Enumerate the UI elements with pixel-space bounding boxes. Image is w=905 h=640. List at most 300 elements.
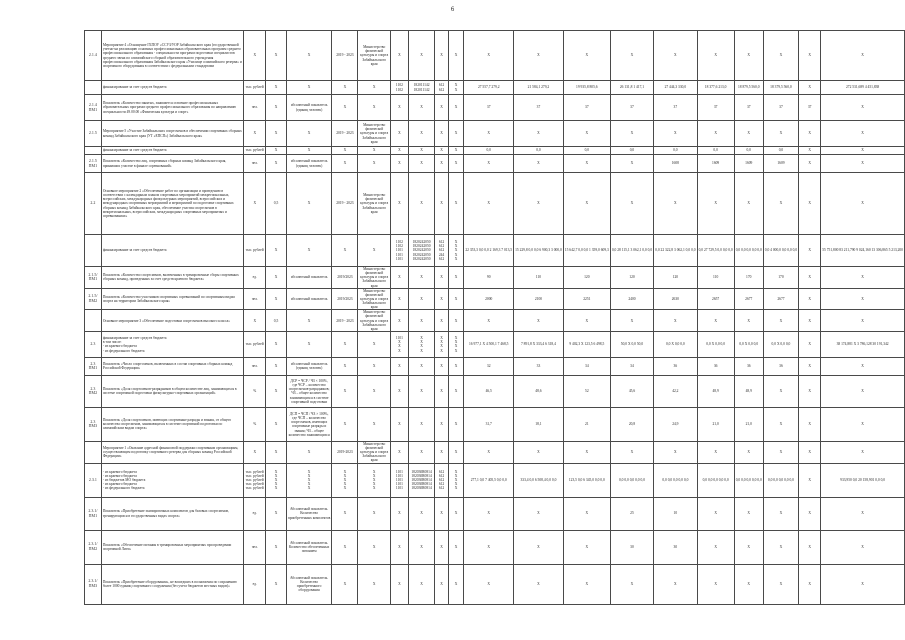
cell-r: X — [408, 155, 434, 173]
cell-unit: тыс. рублей — [244, 147, 266, 155]
cell-unit: ед. — [244, 497, 266, 530]
cell-year-value: X — [799, 497, 821, 530]
cell-year-value: X — [734, 310, 763, 332]
cell-year-value: 9 402,3 X 123,5 6 498,5 — [563, 331, 610, 357]
cell-r: X — [408, 530, 434, 564]
cell-year-value: X — [563, 155, 610, 173]
cell-year-value: 0,0 — [563, 147, 610, 155]
cell-year-value: X — [464, 155, 514, 173]
cell-year-value: X — [821, 310, 905, 332]
cell-name: Мероприятие 5 «Участие Забайкальских спортсменов в обеспечении спортивных сборных команд Забайкальского края (УТ «ЕПСП») Забайкальского края» — [101, 121, 243, 147]
cell-c2: X — [286, 121, 332, 147]
cell-year-value: 26 131,8 1 417,1 — [610, 81, 653, 95]
cell-c2: ДСР = ЧСР / ЧЗ × 100%, где ЧСР – количество спортсменов-разрядников; ЧЗ – общее количество занимающихся в системе спортивной подготовки — [286, 375, 332, 407]
cell-year-value: X — [821, 31, 905, 81]
cell-year-value: 0,0 X 0,0 0,0 — [734, 331, 763, 357]
table-row — [85, 407, 905, 441]
table-row — [85, 441, 905, 463]
cell-code: 2.1.5/ПМ1 — [85, 267, 102, 289]
cell-year-value: 50,0 X 0,0 50,0 — [610, 331, 653, 357]
cell-year-value: X — [821, 375, 905, 407]
cell-year-value: X — [763, 441, 798, 463]
cell-c1: X — [266, 375, 287, 407]
cell-resp: X — [358, 375, 391, 407]
cell-period: X — [332, 235, 358, 267]
cell-year-value: X — [799, 463, 821, 497]
cell-year-value: 1608 — [654, 155, 697, 173]
cell-v: X — [448, 357, 464, 375]
cell-c: X — [435, 407, 449, 441]
table-row — [85, 155, 905, 173]
cell-c2: абсолютный показатель (единиц человек) — [286, 95, 332, 121]
cell-year-value: X — [697, 564, 734, 604]
cell-year-value: X — [799, 288, 821, 310]
cell-c: X — [435, 121, 449, 147]
cell-year-value: X — [799, 173, 821, 235]
table-row — [85, 357, 905, 375]
cell-year-value: 42,2 — [654, 375, 697, 407]
cell-c: X — [435, 155, 449, 173]
cell-year-value: X — [799, 441, 821, 463]
cell-resp: X — [358, 81, 391, 95]
cell-period: 2019/2023 — [332, 288, 358, 310]
cell-r: X — [408, 31, 434, 81]
cell-g: X — [390, 407, 408, 441]
cell-year-value: 52 — [563, 375, 610, 407]
cell-year-value: X — [514, 564, 564, 604]
cell-v: X — [448, 288, 464, 310]
cell-c1: X — [266, 155, 287, 173]
cell-year-value: 170 — [763, 267, 798, 289]
cell-c: X — [435, 441, 449, 463]
cell-unit: X — [244, 441, 266, 463]
cell-v: X X — [448, 81, 464, 95]
cell-year-value: 333,4 0,0 6 508,4 0,0 0,0 — [514, 463, 564, 497]
cell-v: X — [448, 267, 464, 289]
table-row — [85, 497, 905, 530]
cell-year-value: 37 — [763, 95, 798, 121]
cell-resp: X — [358, 497, 391, 530]
cell-name: Мероприятие 1 «Оказание адресной финансовой поддержки спортивным организациям, осуществляющим подготовку спортивного резерва для сборных команд Российской Федерации» — [101, 441, 243, 463]
cell-year-value: 19 935,8 805,6 — [563, 81, 610, 95]
cell-year-value: 272 531,689 4 451,838 — [821, 81, 905, 95]
cell-r: X — [408, 310, 434, 332]
cell-period: X — [332, 331, 358, 357]
cell-v: X — [448, 121, 464, 147]
table-row — [85, 331, 905, 357]
cell-c: X — [435, 564, 449, 604]
cell-c: X — [435, 375, 449, 407]
cell-year-value: 30 — [610, 530, 653, 564]
cell-year-value: X — [799, 31, 821, 81]
cell-c2: Абсолютный показатель. Количество обеспеченных питанием — [286, 530, 332, 564]
cell-year-value: X — [734, 31, 763, 81]
cell-c: X — [435, 95, 449, 121]
cell-year-value: X — [799, 357, 821, 375]
cell-g: 1102 1102 — [390, 81, 408, 95]
cell-year-value: X — [799, 331, 821, 357]
cell-year-value: 0,0 — [734, 147, 763, 155]
cell-year-value: 2630 — [654, 288, 697, 310]
cell-period: X — [332, 497, 358, 530]
cell-code — [85, 147, 102, 155]
cell-c1: X — [266, 235, 287, 267]
cell-year-value: 2100 — [514, 288, 564, 310]
cell-c1: X — [266, 267, 287, 289]
cell-year-value: X — [799, 267, 821, 289]
cell-year-value: X — [654, 31, 697, 81]
cell-year-value: X — [697, 173, 734, 235]
cell-g: X — [390, 267, 408, 289]
cell-name: Показатель «Обеспечение питания в тренировочных мероприятиях при проведении спортивной Лиги» — [101, 530, 243, 564]
cell-c: 612 612 612 244 612 — [435, 235, 449, 267]
cell-year-value: 2400 — [610, 288, 653, 310]
cell-year-value: X — [610, 155, 653, 173]
cell-year-value: 18 377,6 213,0 — [697, 81, 734, 95]
cell-year-value: X — [821, 357, 905, 375]
cell-unit: чел. — [244, 357, 266, 375]
cell-year-value: X — [610, 121, 653, 147]
cell-period: 2019 - 2023 — [332, 121, 358, 147]
cell-year-value: 110 — [697, 267, 734, 289]
table-row — [85, 375, 905, 407]
cell-year-value: 32 — [464, 357, 514, 375]
cell-resp: Министерство физической культуры и спорта Забайкальского края — [358, 121, 391, 147]
cell-r: X — [408, 441, 434, 463]
cell-year-value: 48,6 — [514, 375, 564, 407]
cell-c: X — [435, 497, 449, 530]
cell-resp: X — [358, 147, 391, 155]
cell-g: X — [390, 441, 408, 463]
cell-c1: X — [266, 95, 287, 121]
cell-g: X — [390, 497, 408, 530]
cell-year-value: X — [763, 121, 798, 147]
cell-r: 182030R0814 182030R0814 182030R0814 182030R0814 182030R0814 — [408, 463, 434, 497]
cell-year-value: X — [697, 310, 734, 332]
cell-period: X — [332, 407, 358, 441]
cell-resp: X X X X X — [358, 463, 391, 497]
cell-period: X — [332, 81, 358, 95]
cell-c1: X X X X X — [266, 463, 287, 497]
cell-year-value: 31,7 — [464, 407, 514, 441]
cell-year-value: X — [821, 530, 905, 564]
table-row — [85, 267, 905, 289]
cell-name: Показатель «Количество занятых, занимается освоение профессиональных образовательных программ среднего профессионального образования по направлению специальности 49.00.00 «Физическая культура и спорт» — [101, 95, 243, 121]
cell-year-value: 0,0 0,0 0,0 0,0 0,0 — [697, 463, 734, 497]
cell-period: X X X X X — [332, 463, 358, 497]
cell-c2: абсолютный показатель (единиц человек) — [286, 357, 332, 375]
cell-code: 2.3 ПМ2 — [85, 375, 102, 407]
cell-r: 1820242050 1820242050 1820242050 1820242050 1820242050 — [408, 235, 434, 267]
cell-year-value: X — [610, 31, 653, 81]
cell-year-value: X — [514, 121, 564, 147]
cell-year-value: X — [821, 155, 905, 173]
cell-year-value: X — [799, 121, 821, 147]
cell-g: X — [390, 530, 408, 564]
cell-c: X — [435, 288, 449, 310]
table-row — [85, 235, 905, 267]
cell-year-value: 36 — [763, 357, 798, 375]
cell-year-value: 18 879,5 560,0 — [734, 81, 763, 95]
cell-year-value: 0,0 — [697, 147, 734, 155]
cell-name: Мероприятие 4 «Оснащение ГБПОУ «ССУЗ/УОР Забайкальского края (государственной учетно-на реализацию основных профессиональных образовательных программ среднего профессионального образования - специальности программ подготовки специалистов среднего звена по олимпийского сборной образовательного учреждения профессионального образования Забайкальского края «Училище олимпийского резерва» и спортивного оборудования в соответствии с федеральными стандартами — [101, 31, 243, 81]
cell-year-value: 0,0 — [464, 147, 514, 155]
program-table — [84, 30, 905, 605]
cell-year-value: X — [654, 310, 697, 332]
cell-name: финансирование за счет средств бюджета — [101, 81, 243, 95]
cell-year-value: X — [654, 564, 697, 604]
table-row — [85, 530, 905, 564]
cell-name: Основное мероприятие 2 «Обеспечение работ по организации и проведению в соответствии с календарным планом спортивных мероприятий межрегиональных, всероссийских, международных физкультурных мероприятий, всероссийских и международных спортивных мероприятий и мероприятий по подготовке спортивных сборных команд Забайкальского края, обеспечение участия спортсменов в межрегиональных, всероссийских, международных спортивных мероприятиях и соревнованиях» — [101, 173, 243, 235]
cell-year-value: X — [610, 310, 653, 332]
cell-year-value: 18,1 — [514, 407, 564, 441]
cell-year-value: 45,6 — [610, 375, 653, 407]
cell-r: X X X X — [408, 331, 434, 357]
table-row — [85, 147, 905, 155]
cell-period: X — [332, 357, 358, 375]
cell-year-value: X — [734, 530, 763, 564]
cell-year-value: 36 — [697, 357, 734, 375]
cell-year-value: 37 — [799, 95, 821, 121]
cell-c2: X — [286, 81, 332, 95]
cell-v: X — [448, 375, 464, 407]
cell-c2: ДСП = ЧСП / ЧЗ × 100%, где ЧСП – количество спортсменов, имеющих спортивные разряды и звания; ЧЗ – общее количество занимающихся — [286, 407, 332, 441]
cell-c1: X — [266, 147, 287, 155]
cell-year-value: X — [563, 121, 610, 147]
cell-v: X — [448, 173, 464, 235]
cell-code — [85, 81, 102, 95]
cell-year-value: 27 557,7 279,2 — [464, 81, 514, 95]
cell-year-value: X — [514, 155, 564, 173]
cell-resp: X — [358, 357, 391, 375]
cell-year-value: 21 584,1 279,2 — [514, 81, 564, 95]
cell-name: - из краевого бюджета - из краевого бюджета - из бюджетов МО бюджета - из краевого бюджета - из федерального бюджета — [101, 463, 243, 497]
cell-resp: X — [358, 407, 391, 441]
cell-year-value: X — [734, 173, 763, 235]
cell-name: Показатель «Приобретение экипировочных комплектов для базовых спортсменов, тренирующихся в государственных видах спорта» — [101, 497, 243, 530]
cell-year-value: X — [821, 173, 905, 235]
cell-c2: X X X X X — [286, 463, 332, 497]
cell-year-value: 2657 — [697, 288, 734, 310]
cell-r: 182011142 182011142 — [408, 81, 434, 95]
cell-name: финансирование за счет средств бюджета — [101, 147, 243, 155]
cell-r: X — [408, 375, 434, 407]
cell-year-value: 24,9 — [654, 407, 697, 441]
cell-year-value: X — [514, 497, 564, 530]
cell-year-value: X — [464, 497, 514, 530]
cell-resp: Министерство физической культуры и спорта Забайкальского края — [358, 310, 391, 332]
cell-v: X — [448, 31, 464, 81]
cell-g: X — [390, 357, 408, 375]
cell-period: 2019 - 2023 — [332, 310, 358, 332]
cell-unit: тыс. рублей — [244, 235, 266, 267]
cell-c2: X — [286, 235, 332, 267]
cell-year-value: X — [610, 441, 653, 463]
cell-unit: тыс. рублей тыс. рублей тыс. рублей тыс. рублей тыс. рублей — [244, 463, 266, 497]
cell-year-value: X — [610, 564, 653, 604]
cell-c: X — [435, 357, 449, 375]
cell-resp: Министерство физической культуры и спорта Забайкальского края — [358, 173, 391, 235]
table-row — [85, 173, 905, 235]
cell-year-value: X — [563, 310, 610, 332]
cell-year-value: X — [464, 530, 514, 564]
cell-c: 612 612 — [435, 81, 449, 95]
cell-year-value: 0,0 0,0 0,0 0,0 0,0 — [763, 463, 798, 497]
cell-year-value: 2251 — [563, 288, 610, 310]
table-row — [85, 463, 905, 497]
cell-unit: X — [244, 31, 266, 81]
cell-code: 2.1.5 ПМ1 — [85, 155, 102, 173]
cell-name: финансирование за счет средств бюджета в том числе: - из краевого бюджета - из федерального бюджета — [101, 331, 243, 357]
cell-year-value: 1609 — [697, 155, 734, 173]
cell-v: X — [448, 155, 464, 173]
cell-year-value: 37 — [734, 95, 763, 121]
cell-period: X — [332, 564, 358, 604]
cell-year-value: X — [464, 441, 514, 463]
cell-year-value: 21 — [563, 407, 610, 441]
cell-year-value: 37 — [654, 95, 697, 121]
cell-period: X — [332, 147, 358, 155]
cell-year-value: X — [464, 310, 514, 332]
cell-c2: абсолютный показатель — [286, 288, 332, 310]
cell-year-value: 46,5 — [464, 375, 514, 407]
cell-unit: ед. — [244, 267, 266, 289]
cell-year-value: 0,0 22 322,8 3 062,1 0,0 0,0 — [654, 235, 697, 267]
cell-year-value: X — [821, 95, 905, 121]
cell-year-value: X — [514, 441, 564, 463]
cell-code: 2.1.5 — [85, 121, 102, 147]
cell-year-value: 15 229,8 0,0 0,0 6 900,3 3 000,0 — [514, 235, 564, 267]
cell-year-value: X — [821, 147, 905, 155]
cell-unit: X — [244, 173, 266, 235]
cell-c1: 0,5 — [266, 310, 287, 332]
cell-year-value: 0,0 27 729,5 0,0 0,0 0,0 — [697, 235, 734, 267]
cell-c1: X — [266, 441, 287, 463]
cell-g: 1101 X X X — [390, 331, 408, 357]
cell-g: X — [390, 121, 408, 147]
cell-year-value: X — [763, 564, 798, 604]
cell-name: Показатель «Приобретение оборудования», не вошедших в полномочия по сохранению более 1000 единиц спортивного сооружения (без учета бюджетов местных видов)» — [101, 564, 243, 604]
cell-year-value: X — [514, 31, 564, 81]
cell-year-value: X — [821, 267, 905, 289]
cell-unit: X — [244, 121, 266, 147]
cell-year-value: X — [563, 31, 610, 81]
cell-year-value: 0,0 0,0 0,0 0,0 0,0 — [610, 463, 653, 497]
cell-resp: X — [358, 235, 391, 267]
cell-g: X — [390, 31, 408, 81]
cell-year-value: 2677 — [763, 288, 798, 310]
cell-unit: % — [244, 407, 266, 441]
cell-year-value: X — [610, 173, 653, 235]
cell-g: X — [390, 288, 408, 310]
cell-r: X — [408, 357, 434, 375]
cell-v: X — [448, 497, 464, 530]
cell-name: Показатель «Доля спортсменов, имеющих спортивные разряды и звания, от общего количества спортсменов, занимающихся в системе спортивной подготовки по олимпийским видам спорта» — [101, 407, 243, 441]
cell-r: X — [408, 497, 434, 530]
cell-year-value: 20,8 — [610, 407, 653, 441]
cell-v: X — [448, 530, 464, 564]
cell-year-value: 1609 — [763, 155, 798, 173]
cell-year-value: X — [697, 121, 734, 147]
cell-year-value: X — [799, 310, 821, 332]
cell-year-value: 123,5 0,0 6 345,0 0,0 0,0 — [563, 463, 610, 497]
cell-year-value: X — [654, 441, 697, 463]
cell-c2: X — [286, 441, 332, 463]
program-table-sheet — [84, 30, 905, 605]
cell-year-value: X — [734, 121, 763, 147]
cell-year-value: 37 — [563, 95, 610, 121]
cell-year-value: X — [763, 375, 798, 407]
cell-c1: X — [266, 407, 287, 441]
cell-year-value: 36 — [734, 357, 763, 375]
cell-year-value: X — [821, 564, 905, 604]
cell-resp: X — [358, 331, 391, 357]
cell-resp: Министерство физической культуры и спорта Забайкальского края — [358, 31, 391, 81]
cell-c2: абсолютный показатель — [286, 267, 332, 289]
cell-v: X — [448, 95, 464, 121]
cell-c2: X — [286, 173, 332, 235]
table-row — [85, 121, 905, 147]
cell-year-value: 34 — [610, 357, 653, 375]
cell-year-value: 37 — [514, 95, 564, 121]
table-row — [85, 95, 905, 121]
cell-c1: X — [266, 497, 287, 530]
cell-year-value: X — [734, 564, 763, 604]
cell-year-value: X — [799, 375, 821, 407]
cell-resp: Министерство физической культуры и спорта Забайкальского края — [358, 288, 391, 310]
cell-year-value: X — [697, 530, 734, 564]
cell-c1: X — [266, 564, 287, 604]
cell-name: Показатель «Количество участников спортивных соревнований по спортивным видам спорта на территории Забайкальского края» — [101, 288, 243, 310]
cell-year-value: X — [654, 173, 697, 235]
cell-c: 612 612 612 612 612 — [435, 463, 449, 497]
cell-unit: тыс. рублей — [244, 81, 266, 95]
table-row — [85, 288, 905, 310]
cell-r: X — [408, 564, 434, 604]
cell-year-value: X — [734, 497, 763, 530]
cell-r: X — [408, 95, 434, 121]
table-row — [85, 31, 905, 81]
cell-code — [85, 235, 102, 267]
cell-year-value: X — [697, 31, 734, 81]
cell-year-value: 7 891,8 X 333,4 6 318,4 — [514, 331, 564, 357]
cell-code: 2.1.4 — [85, 31, 102, 81]
cell-c2: Абсолютный показатель. Количество приобретенного оборудования — [286, 564, 332, 604]
cell-name: Показатель «Количество лиц, спортивных сборных команд Забайкальского края, принявших участие в финале соревнований» — [101, 155, 243, 173]
cell-year-value: 0,0 4 000,0 0,0 0,0 0,0 — [763, 235, 798, 267]
cell-c: X — [435, 173, 449, 235]
cell-year-value: X — [514, 173, 564, 235]
cell-year-value: 0,0 — [654, 147, 697, 155]
cell-year-value: 1609 — [734, 155, 763, 173]
cell-year-value: 15 642,7 0,0 0,0 1 359,0 609,3 — [563, 235, 610, 267]
cell-v: X X X X — [448, 331, 464, 357]
cell-unit: % — [244, 375, 266, 407]
cell-year-value: 120 — [654, 267, 697, 289]
cell-period: 2019-2023 — [332, 441, 358, 463]
cell-year-value: X — [821, 441, 905, 463]
cell-year-value: 2000 — [464, 288, 514, 310]
cell-year-value: 36 — [654, 357, 697, 375]
cell-year-value: 2677 — [734, 288, 763, 310]
cell-period: X — [332, 375, 358, 407]
cell-year-value: 277,1 0,0 7 405,5 0,0 0,0 — [464, 463, 514, 497]
cell-unit: тыс. рублей — [244, 331, 266, 357]
cell-year-value: X — [799, 147, 821, 155]
cell-v: X — [448, 441, 464, 463]
cell-year-value: 30 — [654, 530, 697, 564]
cell-year-value: 37 — [610, 95, 653, 121]
